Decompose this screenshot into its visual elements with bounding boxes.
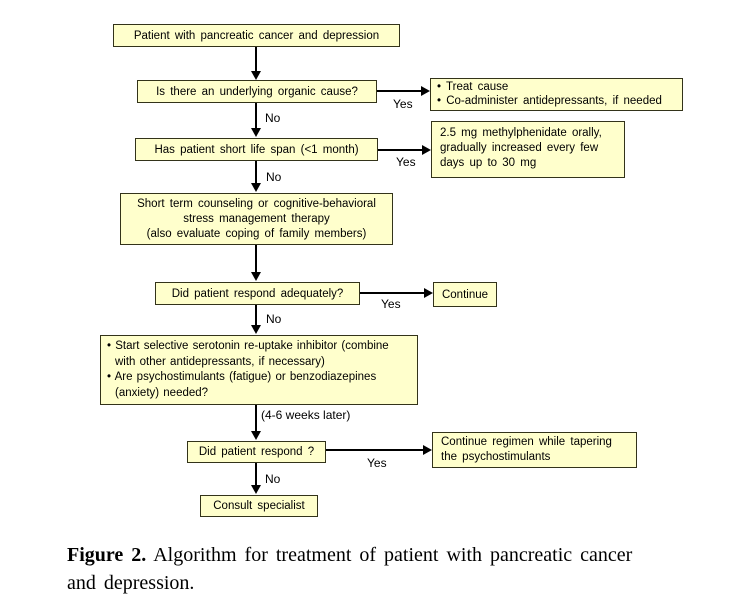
edge-label-yes-1: Yes <box>393 97 413 111</box>
figure-caption-label: Figure 2. <box>67 544 147 566</box>
node-life-span-question: Has patient short life span (<1 month) <box>135 138 378 161</box>
arrow-organic-yes <box>377 90 421 92</box>
node-ssri <box>100 335 418 405</box>
ssri-line-1: • Start selective serotonin re-uptake inhibitor (combine <box>107 340 389 352</box>
edge-label-no-3: No <box>266 312 282 326</box>
node-respond-question: Did patient respond ? <box>187 441 326 463</box>
treat-cause-line-1: • Treat cause <box>437 81 509 93</box>
node-start: Patient with pancreatic cancer and depression <box>113 24 400 47</box>
arrow-lifespan-yes <box>378 149 422 151</box>
edge-label-yes-2: Yes <box>396 155 416 169</box>
arrow-respond2-to-consult <box>255 463 257 485</box>
arrow-respond2-yes <box>326 449 423 451</box>
edge-label-yes-3: Yes <box>381 297 401 311</box>
methylphenidate-line-1: 2.5 mg methylphenidate orally, <box>440 127 602 139</box>
taper-line-2: the psychostimulants <box>441 451 551 463</box>
arrow-counseling-to-respond1 <box>255 245 257 272</box>
counseling-line-1: Short term counseling or cognitive-behavioral <box>137 198 376 210</box>
counseling-line-3: (also evaluate coping of family members) <box>146 228 367 240</box>
arrow-start-to-organic <box>255 47 257 71</box>
figure-caption-line1: Algorithm for treatment of patient with pancreatic cancer <box>153 544 633 566</box>
arrow-respond1-yes <box>360 292 424 294</box>
taper-line-1: Continue regimen while tapering <box>441 436 612 448</box>
figure-caption <box>67 541 699 597</box>
node-organic-cause-question: Is there an underlying organic cause? <box>137 80 377 103</box>
node-consult-specialist: Consult specialist <box>200 495 318 517</box>
edge-label-interval: (4-6 weeks later) <box>261 408 351 422</box>
node-taper-regimen <box>432 432 637 468</box>
node-methylphenidate <box>431 121 625 178</box>
treat-cause-line-2: • Co-administer antidepressants, if needed <box>437 95 662 107</box>
arrow-respond1-to-ssri <box>255 305 257 325</box>
methylphenidate-line-3: days up to 30 mg <box>440 157 537 169</box>
arrow-organic-to-lifespan <box>255 103 257 128</box>
edge-label-no-2: No <box>266 170 282 184</box>
edge-label-no-4: No <box>265 472 281 486</box>
ssri-line-4: (anxiety) needed? <box>115 386 209 399</box>
node-treat-cause <box>430 78 683 111</box>
node-continue: Continue <box>433 282 497 307</box>
figure-caption-line2: and depression. <box>67 572 195 594</box>
counseling-line-2: stress management therapy <box>183 213 330 225</box>
edge-label-no-1: No <box>265 111 281 125</box>
ssri-line-3: • Are psychostimulants (fatigue) or benzodiazepines <box>107 371 377 383</box>
arrow-ssri-to-respond2 <box>255 405 257 431</box>
methylphenidate-line-2: gradually increased every few <box>440 142 599 154</box>
node-counseling <box>120 193 393 245</box>
node-respond-adequately-question: Did patient respond adequately? <box>155 282 360 305</box>
arrow-lifespan-to-counseling <box>255 161 257 183</box>
ssri-line-2: with other antidepressants, if necessary) <box>115 355 325 368</box>
edge-label-yes-4: Yes <box>367 456 387 470</box>
